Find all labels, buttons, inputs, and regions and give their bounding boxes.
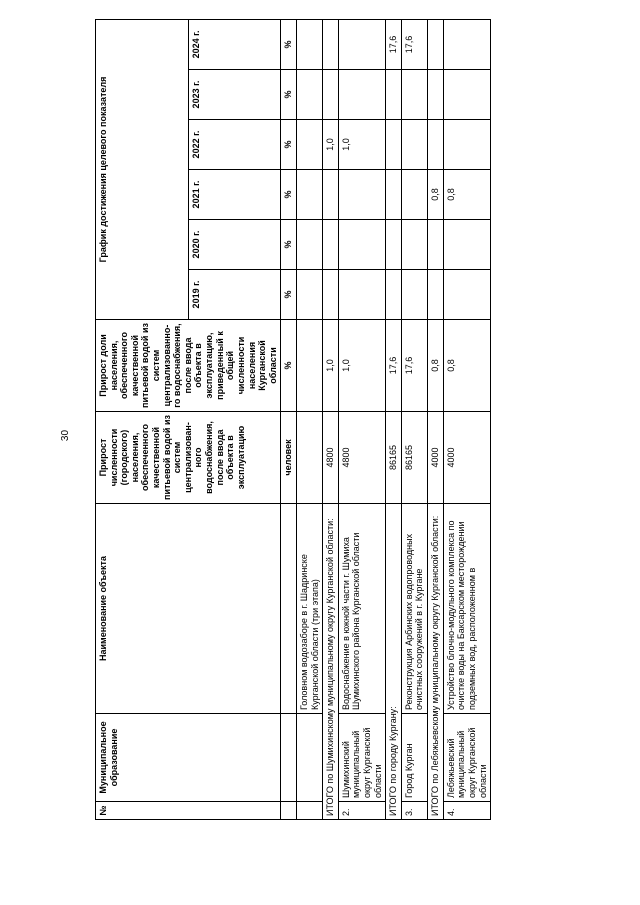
cell-year [428,120,444,170]
unit-pct: % [281,120,297,170]
header-no: № [96,802,281,820]
cell-no: 4. [443,802,490,820]
cell-year [428,220,444,270]
cell-year [428,19,444,69]
cell-year [338,70,385,120]
cell-year [323,220,339,270]
cell-people: 4800 [323,412,339,504]
cell-year [386,270,402,320]
header-object: Наименование объекта [96,504,281,714]
cell-no [296,802,322,820]
cell-year [323,19,339,69]
cell-share [296,320,322,412]
cell-year [296,170,322,220]
unit-cell [281,504,297,714]
cell-year [323,270,339,320]
cell-people: 4000 [443,412,490,504]
total-label: ИТОГО по Шумихинскому муниципальному округу Курганской области: [323,504,339,820]
header-year: 2021 г. [188,170,281,220]
cell-year: 0,8 [443,170,490,220]
cell-year [443,19,490,69]
cell-year [323,170,339,220]
cell-year [401,70,427,120]
cell-year: 1,0 [338,120,385,170]
cell-year [323,70,339,120]
cell-year [338,270,385,320]
cell-year [296,270,322,320]
cell-people: 86165 [401,412,427,504]
cell-year [386,70,402,120]
cell-year: 17,6 [386,19,402,69]
cell-year [401,120,427,170]
cell-people: 86165 [386,412,402,504]
cell-people [296,412,322,504]
unit-pct: % [281,320,297,412]
cell-year [401,270,427,320]
target-indicator-table [95,19,491,820]
cell-year [401,220,427,270]
cell-share: 1,0 [338,320,385,412]
cell-object: Реконструкция Арбинских водопроводных очистных сооружений в г. Кургане [401,504,427,714]
header-schedule: График достижения целевого показателя [96,19,189,319]
unit-cell [281,802,297,820]
cell-municipality: Лебяжьевский муниципальный округ Курганской области [443,714,490,802]
cell-year [443,220,490,270]
cell-municipality: Шумихинский муниципальный округ Курганской области [338,714,385,802]
cell-municipality: Город Курган [401,714,427,802]
cell-object: Устройство блочно-модульного комплекса по очистке воды на Баксарском месторождении подземных вод, расположенном в [443,504,490,714]
cell-year [296,120,322,170]
unit-pct: % [281,170,297,220]
cell-year [443,120,490,170]
header-year: 2024 г. [188,19,281,69]
cell-no: 3. [401,802,427,820]
cell-object: Головном водозаборе в г. Шадринске Курганской области (три этапа) [296,504,322,714]
table-row [338,19,385,819]
cell-share: 0,8 [428,320,444,412]
cell-year [386,220,402,270]
table-row [443,19,490,819]
header-year: 2022 г. [188,120,281,170]
header-year: 2019 г. [188,270,281,320]
cell-share: 0,8 [443,320,490,412]
header-year: 2023 г. [188,70,281,120]
header-share-growth: Прирост доли населения, обеспеченного качественной питьевой водой из систем централизованно-го водоснабжения, после ввода объекта в эксплуатацию, приведенный к общей численности населения Курганской области [96,320,281,412]
cell-share: 17,6 [401,320,427,412]
unit-pct: % [281,19,297,69]
cell-year [386,170,402,220]
cell-year [296,220,322,270]
cell-share: 1,0 [323,320,339,412]
cell-year [401,170,427,220]
unit-cell [281,714,297,802]
cell-object: Водоснабжение в южной части г. Шумиха Шумихинского района Курганской области [338,504,385,714]
total-label: ИТОГО по Лебяжьевскому муниципальному округу Курганской области: [428,504,444,820]
unit-pct: % [281,220,297,270]
cell-year [443,70,490,120]
unit-people: человек [281,412,297,504]
cell-year: 1,0 [323,120,339,170]
cell-year [443,270,490,320]
cell-year [296,70,322,120]
cell-year [386,120,402,170]
cell-year [296,19,322,69]
page-number: 30 [60,429,72,442]
header-municipality: Муниципальное образование [96,714,281,802]
cell-year: 17,6 [401,19,427,69]
table-row [296,19,322,819]
total-row [428,19,444,819]
cell-people: 4800 [338,412,385,504]
total-label: ИТОГО по городу Кургану: [386,504,402,820]
cell-year [338,220,385,270]
rotated-table-container [95,20,640,820]
table-row [401,19,427,819]
cell-no: 2. [338,802,385,820]
total-row [323,19,339,819]
cell-year [338,170,385,220]
cell-share: 17,6 [386,320,402,412]
cell-year [428,70,444,120]
unit-pct: % [281,70,297,120]
cell-year: 0,8 [428,170,444,220]
header-population-growth: Прирост численности (городского) населения, обеспеченного качественной питьевой водой из систем централизован-ного водоснабжения, после ввода объекта в эксплуатацию [96,412,281,504]
unit-pct: % [281,270,297,320]
total-row [386,19,402,819]
cell-year [338,19,385,69]
cell-year [428,270,444,320]
header-year: 2020 г. [188,220,281,270]
cell-people: 4000 [428,412,444,504]
cell-municipality [296,714,322,802]
